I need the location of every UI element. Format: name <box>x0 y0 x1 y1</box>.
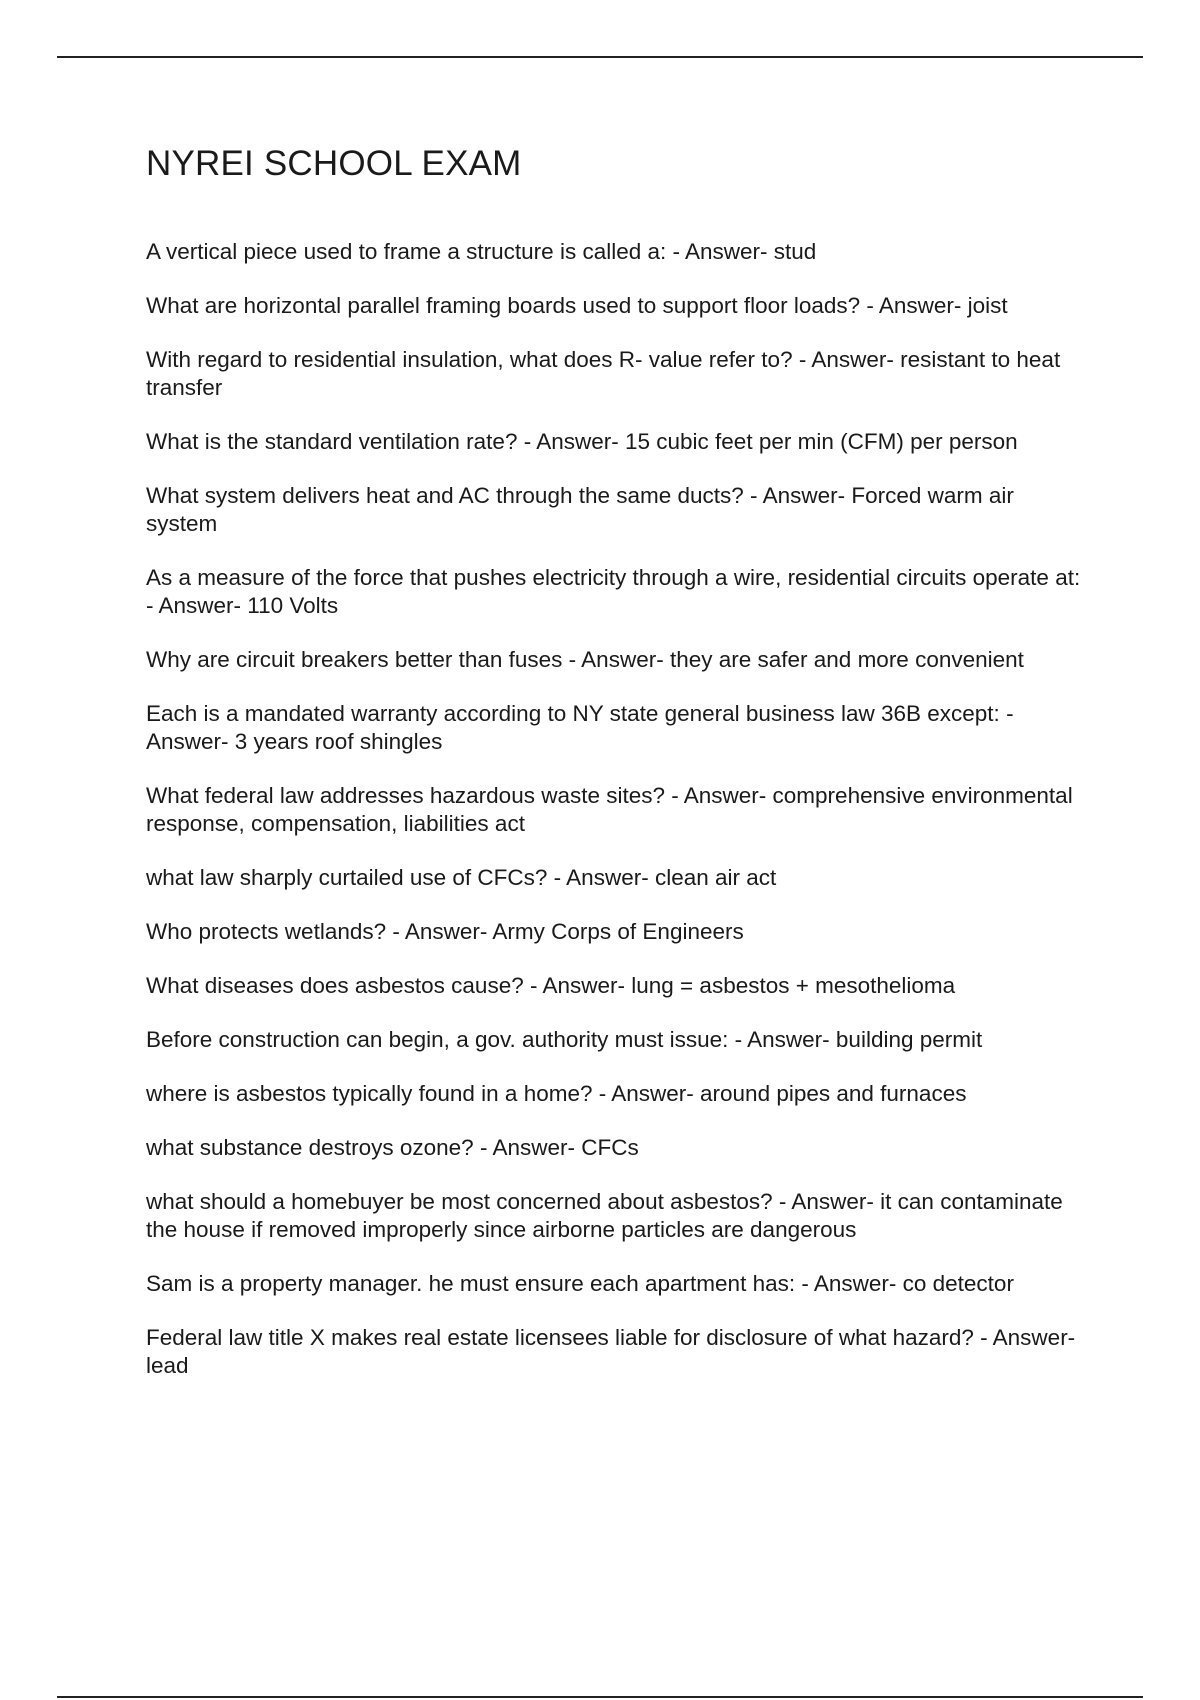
qa-item: what should a homebuyer be most concerned about asbestos? - Answer- it can contaminate the house if removed improperly since airborne particles are dangerous <box>146 1189 1063 1242</box>
footer-divider <box>57 1696 1143 1698</box>
qa-item: As a measure of the force that pushes electricity through a wire, residential circuits operate at: - Answer- 110 Volts <box>146 565 1081 618</box>
qa-item: With regard to residential insulation, what does R- value refer to? - Answer- resistant to heat transfer <box>146 347 1061 400</box>
qa-item: what law sharply curtailed use of CFCs? - Answer- clean air act <box>146 865 777 890</box>
question-answer-list <box>146 238 1086 1406</box>
qa-item: What federal law addresses hazardous waste sites? - Answer- comprehensive environmental response, compensation, liabilities act <box>146 783 1073 836</box>
qa-item: Each is a mandated warranty according to NY state general business law 36B except: - Answer- 3 years roof shingles <box>146 701 1014 754</box>
qa-item: where is asbestos typically found in a home? - Answer- around pipes and furnaces <box>146 1081 967 1106</box>
qa-item: What is the standard ventilation rate? - Answer- 15 cubic feet per min (CFM) per person <box>146 429 1018 454</box>
qa-item: Before construction can begin, a gov. authority must issue: - Answer- building permit <box>146 1027 983 1052</box>
qa-item: Federal law title X makes real estate licensees liable for disclosure of what hazard? - Answer- lead <box>146 1325 1076 1378</box>
header-divider <box>57 56 1143 58</box>
qa-item: Who protects wetlands? - Answer- Army Corps of Engineers <box>146 919 744 944</box>
qa-item: Why are circuit breakers better than fuses - Answer- they are safer and more convenient <box>146 647 1024 672</box>
qa-item: what substance destroys ozone? - Answer- CFCs <box>146 1135 639 1160</box>
page-title: NYREI SCHOOL EXAM <box>146 144 522 183</box>
qa-item: What are horizontal parallel framing boards used to support floor loads? - Answer- joist <box>146 293 1008 318</box>
qa-item: What system delivers heat and AC through the same ducts? - Answer- Forced warm air system <box>146 483 1014 536</box>
qa-item: What diseases does asbestos cause? - Answer- lung = asbestos + mesothelioma <box>146 973 956 998</box>
qa-item: Sam is a property manager. he must ensure each apartment has: - Answer- co detector <box>146 1271 1014 1296</box>
qa-item: A vertical piece used to frame a structure is called a: - Answer- stud <box>146 239 817 264</box>
